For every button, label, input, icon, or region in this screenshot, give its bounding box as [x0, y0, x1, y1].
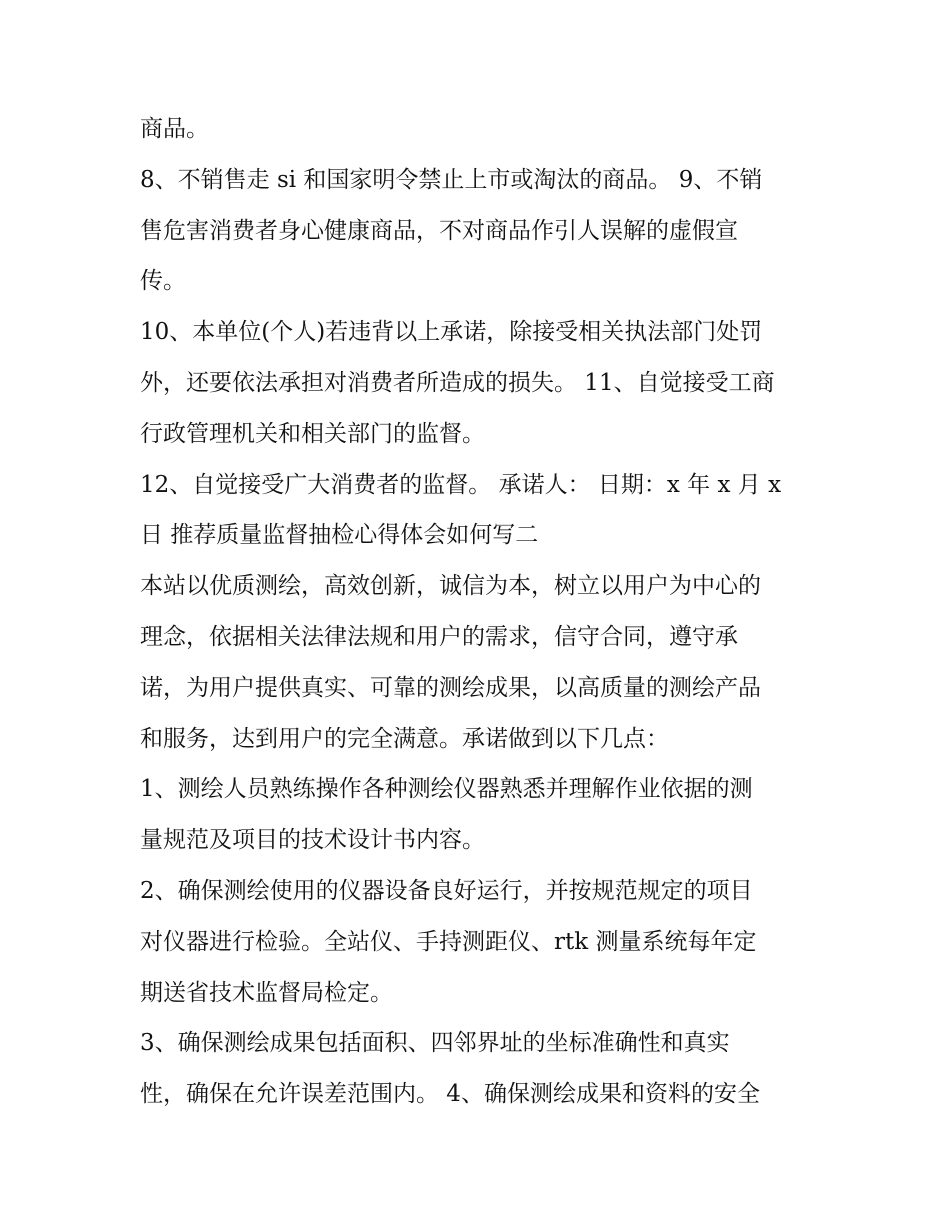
text-line: 2、确保测绘使用的仪器设备良好运行，并按规范规定的项目 [140, 877, 753, 904]
text-line: 3、确保测绘成果包括面积、四邻界址的坐标准确性和真实 [140, 1030, 730, 1057]
text-line: 行政管理机关和相关部门的监督。 [140, 420, 485, 447]
text-line: 和服务，达到用户的完全满意。承诺做到以下几点： [140, 725, 669, 752]
text-line: 1、测绘人员熟练操作各种测绘仪器熟悉并理解作业依据的测 [140, 776, 753, 803]
text-line: 量规范及项目的技术设计书内容。 [140, 827, 485, 854]
text-line: 本站以优质测绘，高效创新，诚信为本，树立以用户为中心的 [140, 573, 761, 600]
text-line: 10、本单位(个人)若违背以上承诺，除接受相关执法部门处罚 [140, 319, 763, 346]
text-line: 售危害消费者身心健康商品，不对商品作引人误解的虚假宣 [140, 217, 738, 244]
text-line: 诺，为用户提供真实、可靠的测绘成果，以高质量的测绘产品 [140, 674, 761, 701]
text-line: 对仪器进行检验。全站仪、手持测距仪、rtk 测量系统每年定 [140, 928, 757, 955]
text-line: 8、不销售走 si 和国家明令禁止上市或淘汰的商品。 9、不销 [140, 166, 763, 193]
text-line: 商品。 [140, 116, 209, 142]
text-line: 理念，依据相关法律法规和用户的需求，信守合同，遵守承 [140, 623, 738, 650]
text-line: 12、自觉接受广大消费者的监督。 承诺人： 日期：x 年 x 月 x [140, 471, 782, 498]
document-body [140, 110, 820, 1126]
text-line: 外，还要依法承担对消费者所造成的损失。 11、自觉接受工商 [140, 369, 775, 396]
text-line: 日 推荐质量监督抽检心得体会如何写二 [140, 522, 539, 549]
text-line: 传。 [140, 268, 186, 295]
text-line: 性，确保在允许误差范围内。 4、确保测绘成果和资料的安全 [140, 1081, 760, 1108]
text-line: 期送省技术监督局检定。 [140, 979, 393, 1006]
